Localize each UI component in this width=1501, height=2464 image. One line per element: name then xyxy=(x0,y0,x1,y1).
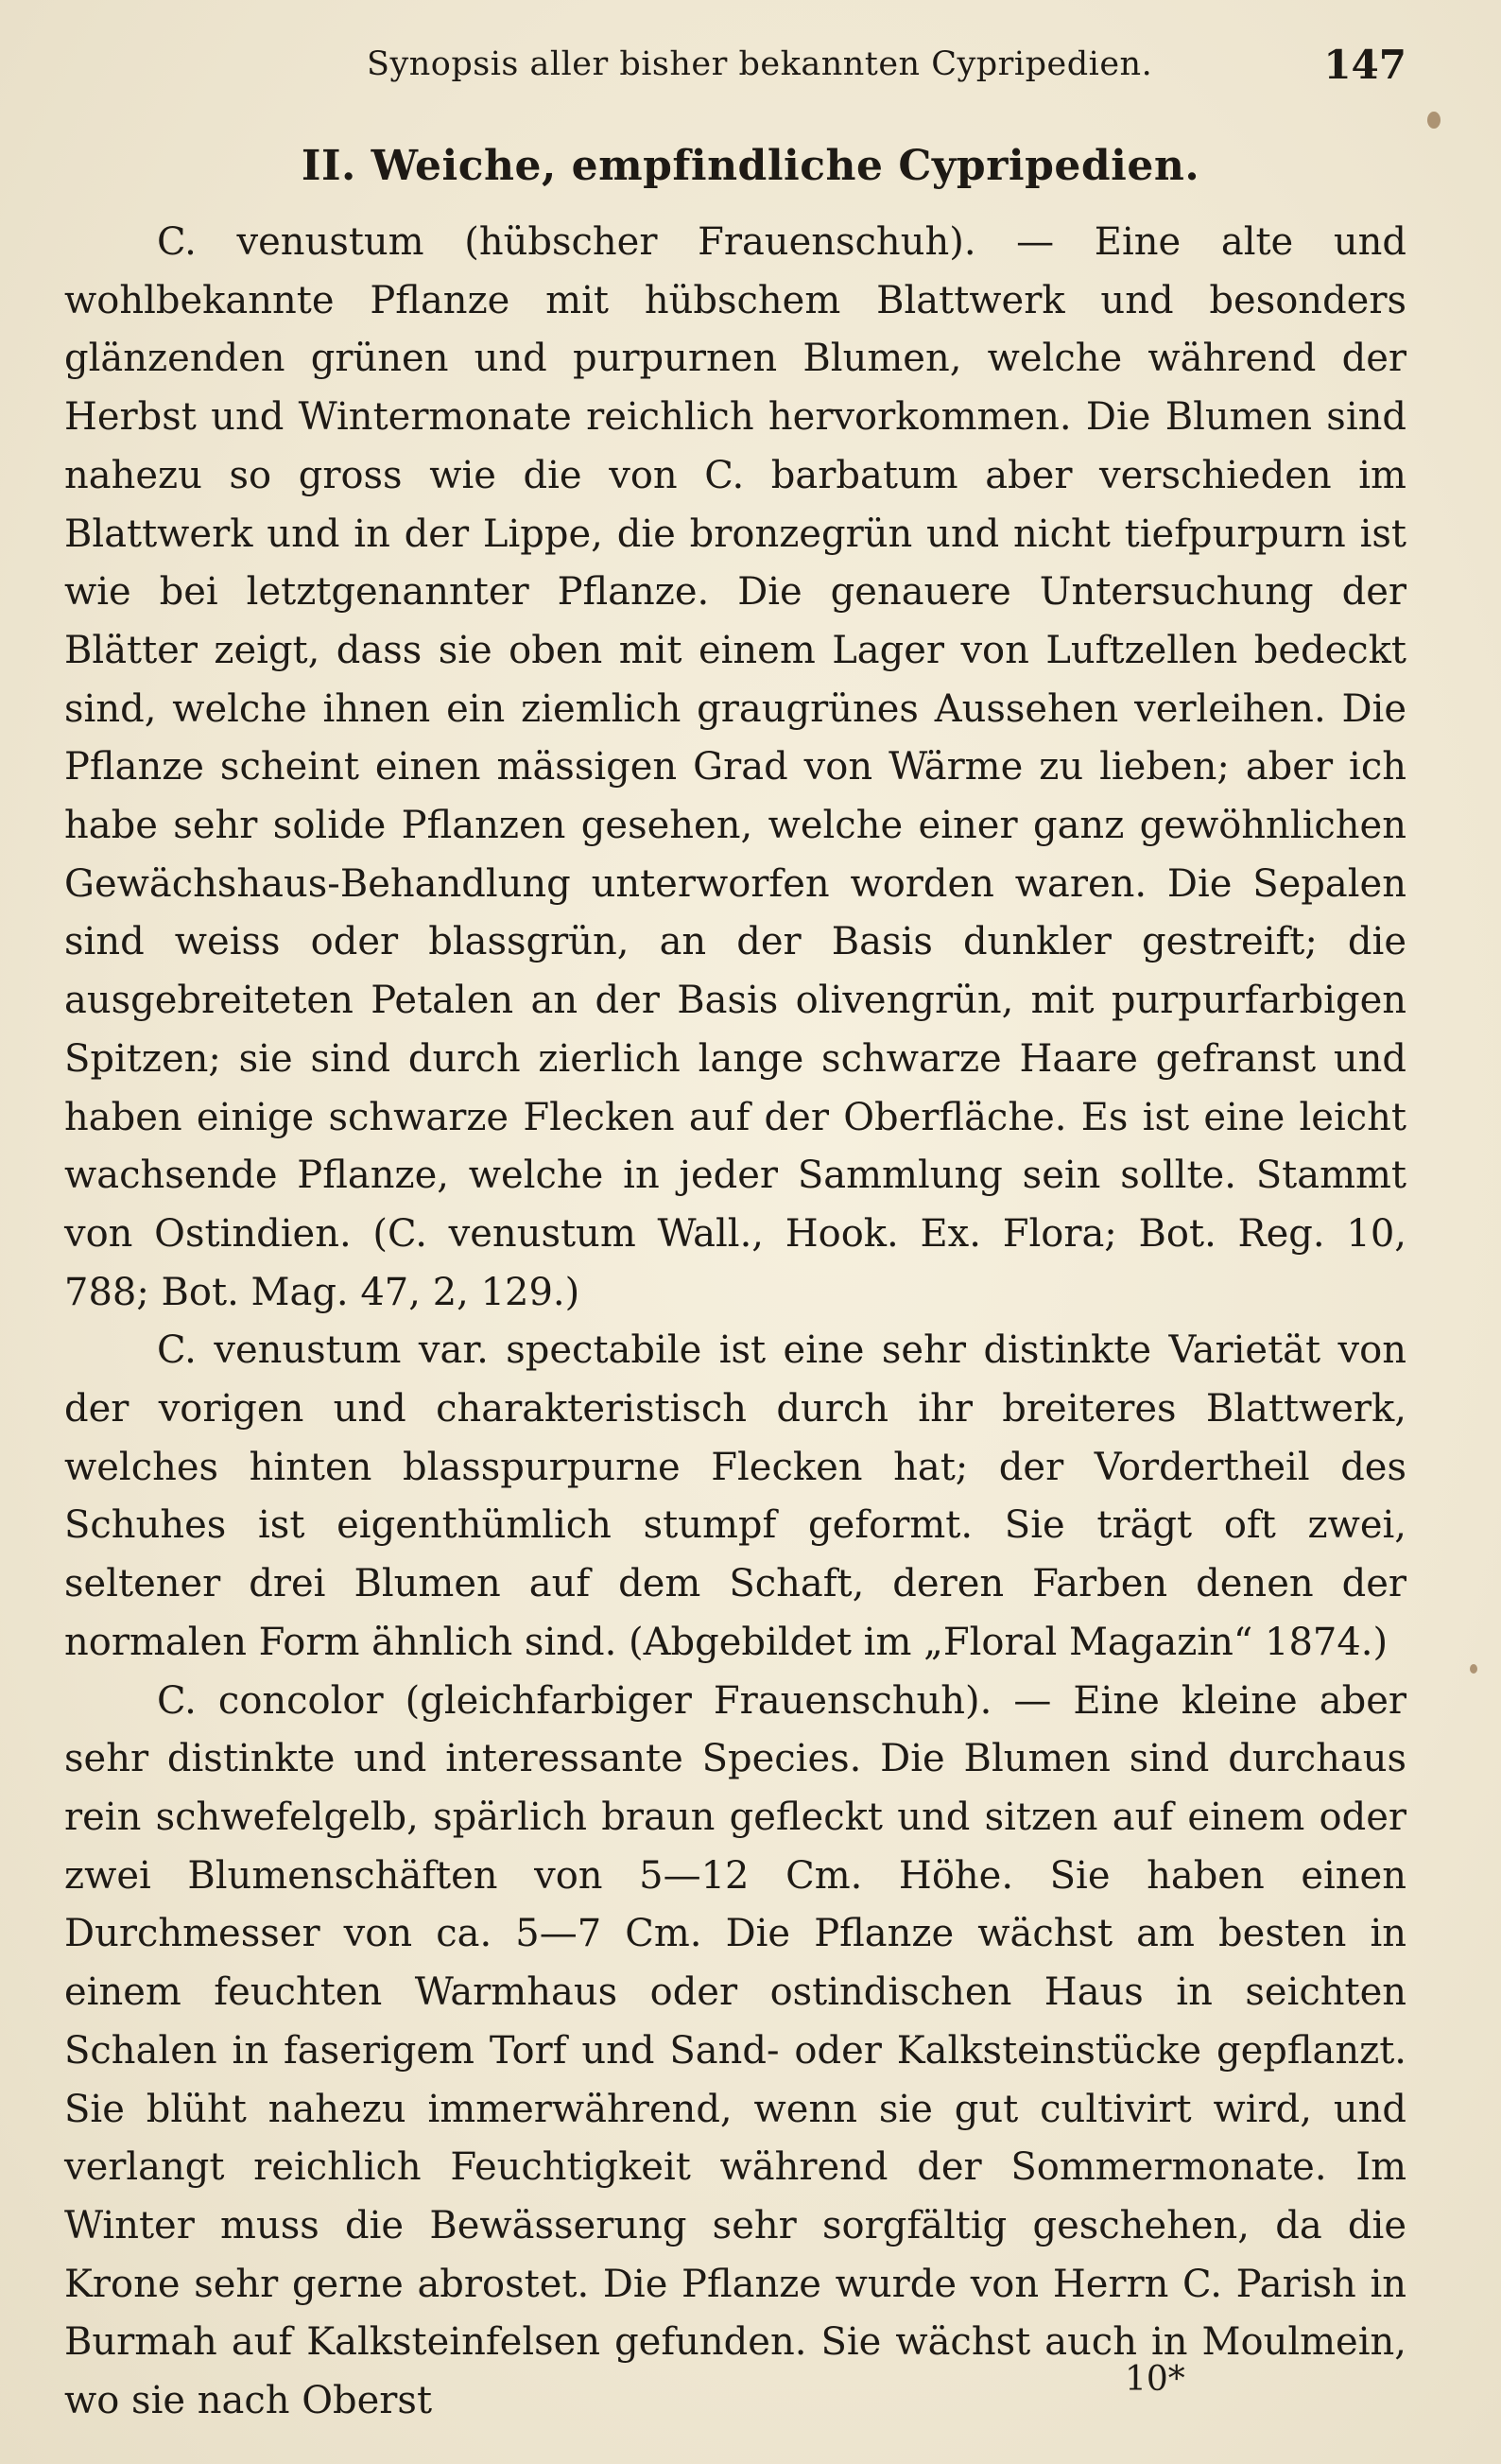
signature-mark: 10* xyxy=(1125,2360,1185,2399)
page-header xyxy=(64,42,1406,102)
paragraph-venustum-spectabile: C. venustum var. spectabile ist eine sehr distinkte Varietät von der vorigen und charakteristisch durch ihr breiteres Blattwerk, welches hinten blasspurpurne Flecken hat; der Vordertheil des Schuhes ist eigenthümlich stumpf geformt. Sie trägt oft zwei, seltener drei Blumen auf dem Schaft, deren Farben denen der normalen Form ähnlich sind. (Abgebildet im „Floral Magazin“ 1874.) xyxy=(64,1328,1406,1664)
paragraph-venustum: C. venustum (hübscher Frauenschuh). — Eine alte und wohlbekannte Pflanze mit hübschem Blattwerk und besonders glänzenden grünen und purpurnen Blumen, welche während der Herbst und Wintermonate reichlich hervorkommen. Die Blumen sind nahezu so gross wie die von C. barbatum aber verschieden im Blattwerk und in der Lippe, die bronzegrün und nicht tiefpurpurn ist wie bei letztgenannter Pflanze. Die genauere Untersuchung der Blätter zeigt, dass sie oben mit einem Lager von Luftzellen bedeckt sind, welche ihnen ein ziemlich graugrünes Aussehen verleihen. Die Pflanze scheint einen mässigen Grad von Wärme zu lieben; aber ich habe sehr solide Pflanzen gesehen, welche einer ganz gewöhnlichen Gewächshaus-Behandlung unterworfen worden waren. Die Sepalen sind weiss oder blassgrün, an der Basis dunkler gestreift; die ausgebreiteten Petalen an der Basis olivengrün, mit purpurfarbigen Spitzen; sie sind durch zierlich lange schwarze Haare gefranst und haben einige schwarze Flecken auf der Oberfläche. Es ist eine leicht wachsende Pflanze, welche in jeder Sammlung sein sollte. Stammt von Ostindien. (C. venustum Wall., Hook. Ex. Flora; Bot. Reg. 10, 788; Bot. Mag. 47, 2, 129.) xyxy=(64,220,1406,1314)
paragraph-concolor: C. concolor (gleichfarbiger Frauenschuh). — Eine kleine aber sehr distinkte und interessante Species. Die Blumen sind durchaus rein schwefelgelb, spärlich braun gefleckt und sitzen auf einem oder zwei Blumenschäften von 5—12 Cm. Höhe. Sie haben einen Durchmesser von ca. 5—7 Cm. Die Pflanze wächst am besten in einem feuchten Warmhaus oder ostindischen Haus in seichten Schalen in faserigem Torf und Sand- oder Kalksteinstücke gepflanzt. Sie blüht nahezu immerwährend, wenn sie gut cultivirt wird, und verlangt reichlich Feuchtigkeit während der Sommermonate. Im Winter muss die Bewässerung sehr sorgfältig geschehen, da die Krone sehr gerne abrostet. Die Pflanze wurde von Herrn C. Parish in Burmah auf Kalksteinfelsen gefunden. Sie wächst auch in Moulmein, wo sie nach Oberst xyxy=(64,1678,1406,2423)
section-heading: II. Weiche, empfindliche Cypripedien. xyxy=(301,142,1200,190)
ink-spot-top-right xyxy=(1427,112,1441,129)
running-title: Synopsis aller bisher bekannten Cypripedien. xyxy=(367,45,1153,83)
ink-spot-right-edge xyxy=(1470,1664,1477,1674)
page-number: 147 xyxy=(1323,42,1406,88)
body-text xyxy=(64,214,1406,2431)
